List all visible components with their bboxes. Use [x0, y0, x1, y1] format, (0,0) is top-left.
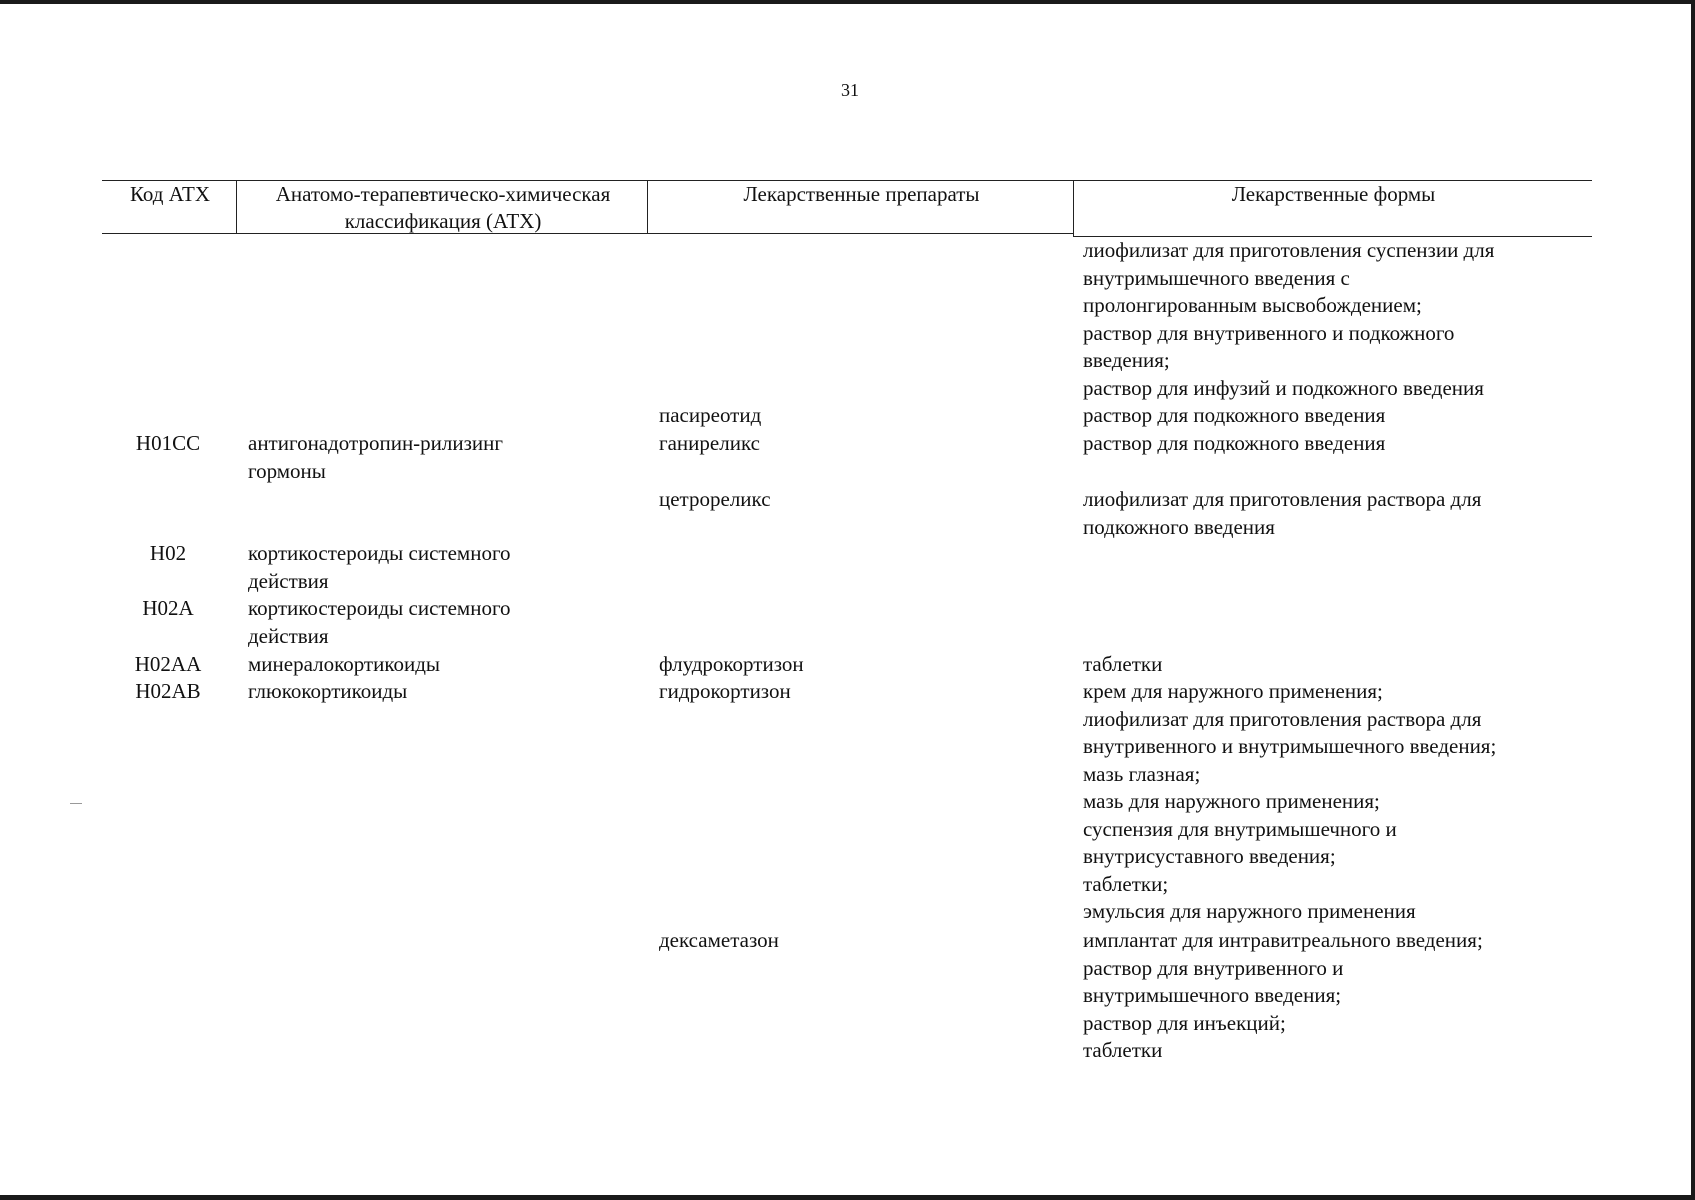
drug-name: цетрореликс: [659, 487, 771, 511]
form-line: раствор для подкожного введения: [1083, 403, 1386, 427]
drug-name: гидрокортизон: [659, 679, 791, 703]
atc-code: H02: [149, 541, 187, 565]
atc-code: H02AA: [134, 652, 202, 676]
form-line: внутривенного и внутримышечного введения;: [1083, 734, 1497, 758]
header-classification: Анатомо-терапевтическо-химическая классификация (АТХ): [275, 182, 611, 233]
atc-classification: кортикостероиды системного действия: [248, 596, 511, 648]
atc-classification: минералокортикоиды: [248, 652, 441, 676]
form-line: лиофилизат для приготовления суспензии для: [1083, 238, 1495, 262]
scan-border-top: [0, 0, 1695, 4]
table-row-forms: [1083, 402, 1603, 430]
form-line: введения;: [1083, 348, 1170, 372]
scan-artifact: [70, 803, 82, 804]
form-line: мазь для наружного применения;: [1083, 789, 1380, 813]
atc-classification: антигонадотропин-рилизинг гормоны: [248, 431, 504, 483]
form-line: раствор для инфузий и подкожного введения: [1083, 375, 1484, 400]
drug-name: дексаметазон: [659, 928, 779, 952]
atc-classification: глюкокортикоиды: [248, 679, 408, 703]
form-line: пролонгированным высвобождением;: [1083, 293, 1422, 317]
header-divider-2: [647, 180, 648, 233]
table-row-forms: [1083, 651, 1603, 679]
form-line: внутримышечного введения;: [1083, 983, 1342, 1007]
table-row-forms: [1083, 678, 1603, 926]
form-line: раствор для инъекций;: [1083, 1010, 1286, 1035]
form-line: мазь глазная;: [1083, 761, 1201, 786]
page-number: 31: [841, 80, 859, 100]
form-line: суспензия для внутримышечного и: [1083, 816, 1397, 841]
header-forms: Лекарственные формы: [1231, 182, 1436, 206]
form-line: раствор для подкожного введения: [1083, 431, 1386, 455]
form-line: раствор для внутривенного и: [1083, 955, 1344, 980]
drug-name: флудрокортизон: [659, 652, 804, 676]
atc-code: H02A: [142, 596, 194, 620]
form-line: внутримышечного введения с: [1083, 265, 1350, 290]
form-line: эмульсия для наружного применения: [1083, 899, 1416, 923]
drug-name: ганиреликс: [659, 431, 760, 455]
form-line: имплантат для интравитреального введения;: [1083, 928, 1483, 952]
table-row-forms: [1083, 237, 1603, 402]
form-line: раствор для внутривенного и подкожного: [1083, 320, 1455, 345]
header-divider-3: [1073, 180, 1074, 236]
drug-name: пасиреотид: [659, 403, 762, 427]
header-divider-1: [236, 180, 237, 233]
form-line: лиофилизат для приготовления раствора для: [1083, 487, 1482, 511]
form-line: подкожного введения: [1083, 514, 1275, 539]
atc-code: H02AB: [135, 679, 201, 703]
table-row-forms: [1083, 927, 1603, 1065]
form-line: лиофилизат для приготовления раствора для: [1083, 706, 1482, 731]
form-line: таблетки: [1083, 1038, 1163, 1062]
form-line: таблетки: [1083, 652, 1163, 676]
scan-border-right: [1691, 0, 1695, 1200]
header-drugs: Лекарственные препараты: [743, 182, 980, 206]
scan-border-bottom: [0, 1195, 1695, 1200]
atc-classification: кортикостероиды системного действия: [248, 541, 511, 593]
form-line: таблетки;: [1083, 871, 1169, 896]
table-row-forms: [1083, 430, 1603, 458]
atc-code: H01CC: [135, 431, 201, 455]
header-code: Код АТХ: [129, 182, 211, 206]
table-row-forms: [1083, 486, 1603, 541]
form-line: крем для наружного применения;: [1083, 679, 1383, 703]
form-line: внутрисуставного введения;: [1083, 844, 1336, 868]
